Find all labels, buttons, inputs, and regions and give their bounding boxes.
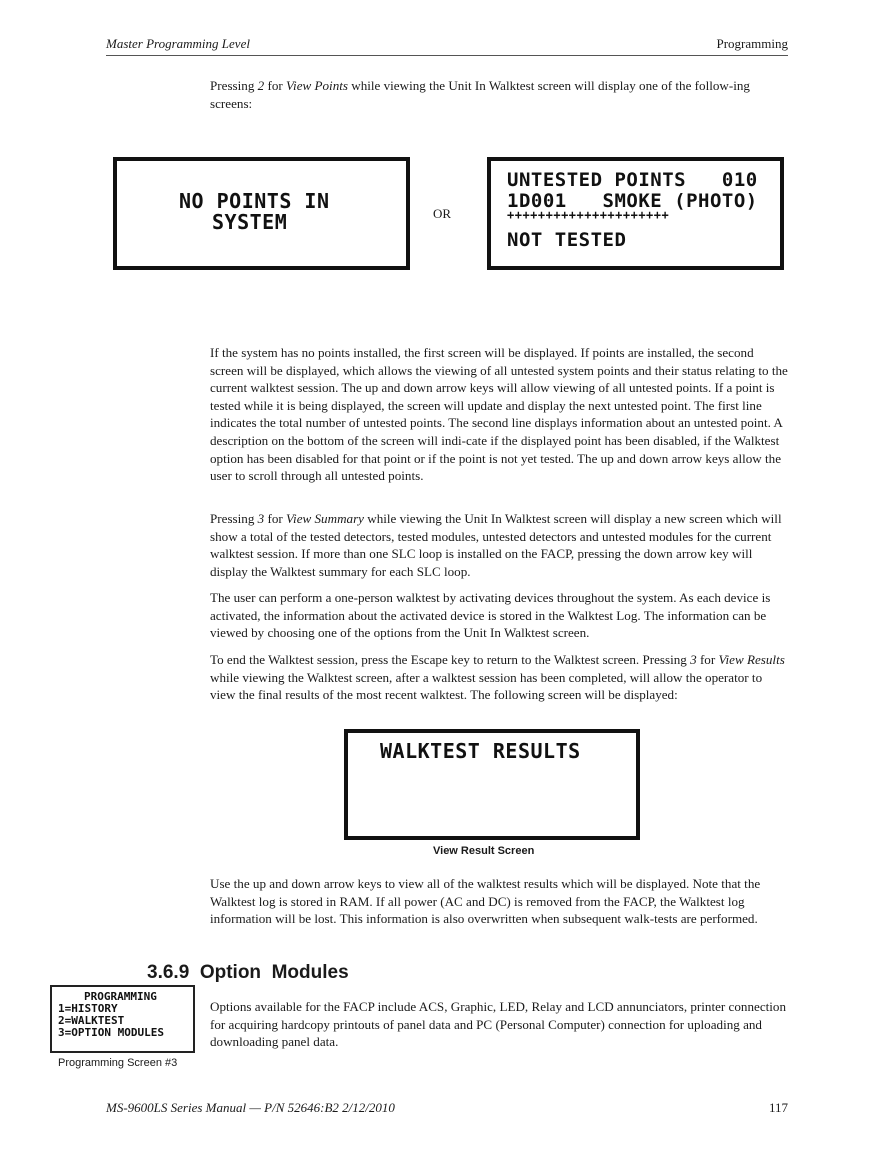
- option-modules-paragraph: Options available for the FACP include ACS, Graphic, LED, Relay and LCD annunciators, printer connection for acquiring hardcopy printouts of panel data and PC (Personal Computer) connection for uploading and downloading panel data.: [210, 999, 786, 1050]
- lcd-line-4: NOT TESTED: [507, 229, 627, 251]
- lcd-walktest-results-screen: [344, 729, 640, 840]
- intro-text-mid: for: [264, 78, 287, 93]
- lcd-line-4: 3=OPTION MODULES: [58, 1026, 164, 1039]
- page-number: 117: [768, 1100, 788, 1115]
- summary-key: 3: [257, 511, 265, 526]
- lcd-line-3: +++++++++++++++++++++: [507, 208, 670, 222]
- end-key: 3: [690, 652, 697, 667]
- lcd-line-1: PROGRAMMING: [84, 990, 157, 1003]
- intro-option: View Points: [286, 78, 348, 93]
- system-points-paragraph: If the system has no points installed, the first screen will be displayed. If points are installed, the second screen will be displayed, which allows the viewing of all untested system points and their status relating to the current walktest session. The up and down arrow keys will allow viewing of all untested points. If a point is tested while it is being displayed, the screen will update and display the next untested point. The first line indicates the total number of untested points. The second line displays information about an untested point. A description on the bottom of the screen will indi-cate if the displayed point has been disabled, if the Walktest option has been disabled for that point or if the point is not yet tested. The up and down arrow keys allow the user to scroll through all untested points.: [210, 345, 788, 484]
- summary-text-end: while viewing the Unit In Walktest screen will display a new screen which will show a total of the tested detectors, tested modules, untested detectors and untested modules for the current walktest session. If more than one SLC loop is installed on the FACP, pressing the down arrow key will display the Walktest summary for each SLC loop.: [210, 511, 782, 579]
- or-label: OR: [433, 206, 452, 221]
- arrow-keys-paragraph: Use the up and down arrow keys to view all of the walktest results which will be displayed. Note that the Walktest log is stored in RAM. If all power (AC and DC) is removed from the FACP, the Walktest log information will be lost. This information is also overwritten when subsequent walk-tests are performed.: [210, 876, 761, 927]
- footer-manual-info: MS-9600LS Series Manual — P/N 52646:B2 2/12/2010: [106, 1100, 395, 1115]
- running-header-right: Programming: [716, 36, 788, 51]
- lcd-line-1: UNTESTED POINTS 010: [507, 169, 758, 191]
- section-heading: [147, 962, 349, 984]
- lcd-line-2: 1D001 SMOKE (PHOTO): [507, 190, 758, 212]
- programming-screen-3: [50, 985, 195, 1053]
- end-walktest-paragraph: [210, 651, 788, 704]
- summary-text-start: Pressing: [210, 511, 258, 526]
- lcd-untested-points-screen: [487, 157, 784, 270]
- summary-text-mid: for: [264, 511, 287, 526]
- end-text-end: while viewing the Walktest screen, after a walktest session has been completed, will allow the operator to view the final results of the most recent walktest. The following screen will be displayed:: [210, 669, 763, 703]
- running-header-left: Master Programming Level: [106, 36, 250, 51]
- intro-paragraph: [210, 77, 788, 112]
- lcd-line-1: WALKTEST RESULTS: [380, 739, 581, 763]
- view-result-caption: View Result Screen: [433, 845, 535, 857]
- section-number: 3.6.9: [147, 962, 190, 983]
- lcd-line-3: 2=WALKTEST: [58, 1014, 125, 1027]
- end-text-mid: for: [696, 652, 719, 667]
- end-text-start: To end the Walktest session, press the Escape key to return to the Walktest screen. Pressing: [210, 652, 691, 667]
- end-option: View Results: [718, 652, 785, 667]
- intro-key: 2: [257, 78, 265, 93]
- intro-text-end: while viewing the Unit In Walktest screen will display one of the follow-ing screens:: [210, 78, 750, 111]
- section-title: Option Modules: [199, 962, 349, 983]
- programming-screen-caption: Programming Screen #3: [58, 1057, 178, 1069]
- view-summary-paragraph: [210, 510, 788, 580]
- header-rule: [106, 55, 788, 56]
- lcd-line-2: 1=HISTORY: [58, 1002, 118, 1015]
- one-person-walktest-paragraph: The user can perform a one-person walktest by activating devices throughout the system. As each device is activated, the information about the activated device is stored in the Walktest Log. The information can be viewed by choosing one of the options from the Unit In Walktest screen.: [210, 590, 771, 641]
- lcd-line-1: NO POINTS IN: [179, 189, 330, 213]
- summary-option: View Summary: [286, 511, 364, 526]
- intro-text-start: Pressing: [210, 78, 258, 93]
- lcd-no-points-screen: [113, 157, 410, 270]
- lcd-line-2: SYSTEM: [212, 210, 288, 234]
